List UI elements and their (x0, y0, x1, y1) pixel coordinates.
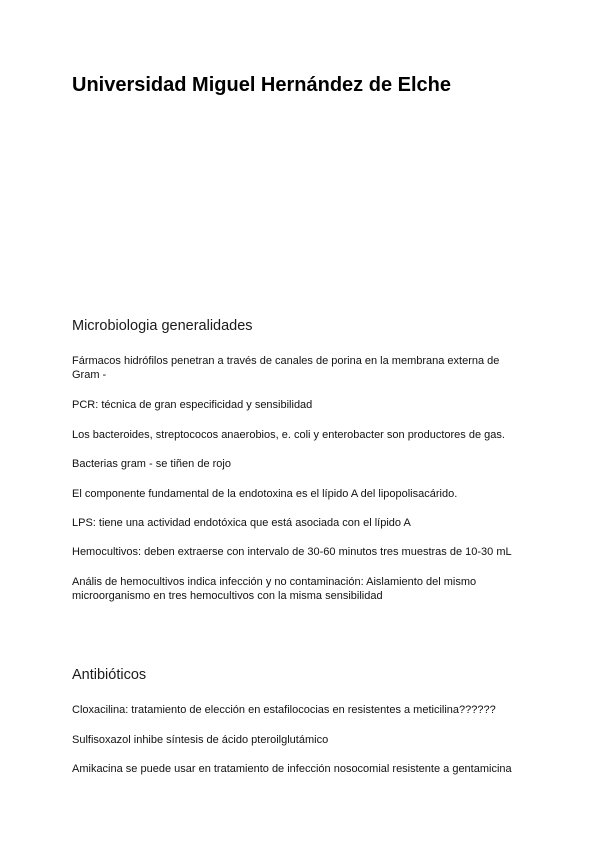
paragraph: Cloxacilina: tratamiento de elección en estafilococias en resistentes a meticilina?????? (72, 704, 496, 716)
paragraph: PCR: técnica de gran especificidad y sensibilidad (72, 399, 313, 411)
paragraph: Anális de hemocultivos indica infección y no contaminación: Aislamiento del mismo microorganismo en tres hemocultivos con la misma sensibilidad (72, 576, 477, 602)
paragraph: LPS: tiene una actividad endotóxica que está asociada con el lípido A (72, 517, 411, 529)
paragraph: Amikacina se puede usar en tratamiento de infección nosocomial resistente a gentamicina (72, 763, 512, 775)
paragraph: El componente fundamental de la endotoxina es el lípido A del lipopolisacárido. (72, 488, 458, 500)
paragraph: Los bacteroides, streptococos anaerobios, e. coli y enterobacter son productores de gas. (72, 429, 505, 441)
paragraph: Sulfisoxazol inhibe síntesis de ácido pteroilglutámico (72, 734, 329, 746)
section-heading-antibioticos: Antibióticos (72, 667, 147, 683)
document-title: Universidad Miguel Hernández de Elche (72, 74, 451, 96)
paragraph: Fármacos hidrófilos penetran a través de canales de porina en la membrana externa de Gram - (72, 355, 500, 381)
paragraph: Hemocultivos: deben extraerse con intervalo de 30-60 minutos tres muestras de 10-30 mL (72, 546, 512, 558)
paragraph: Bacterias gram - se tiñen de rojo (72, 458, 231, 470)
section-heading-microbiologia: Microbiologia generalidades (72, 318, 253, 334)
